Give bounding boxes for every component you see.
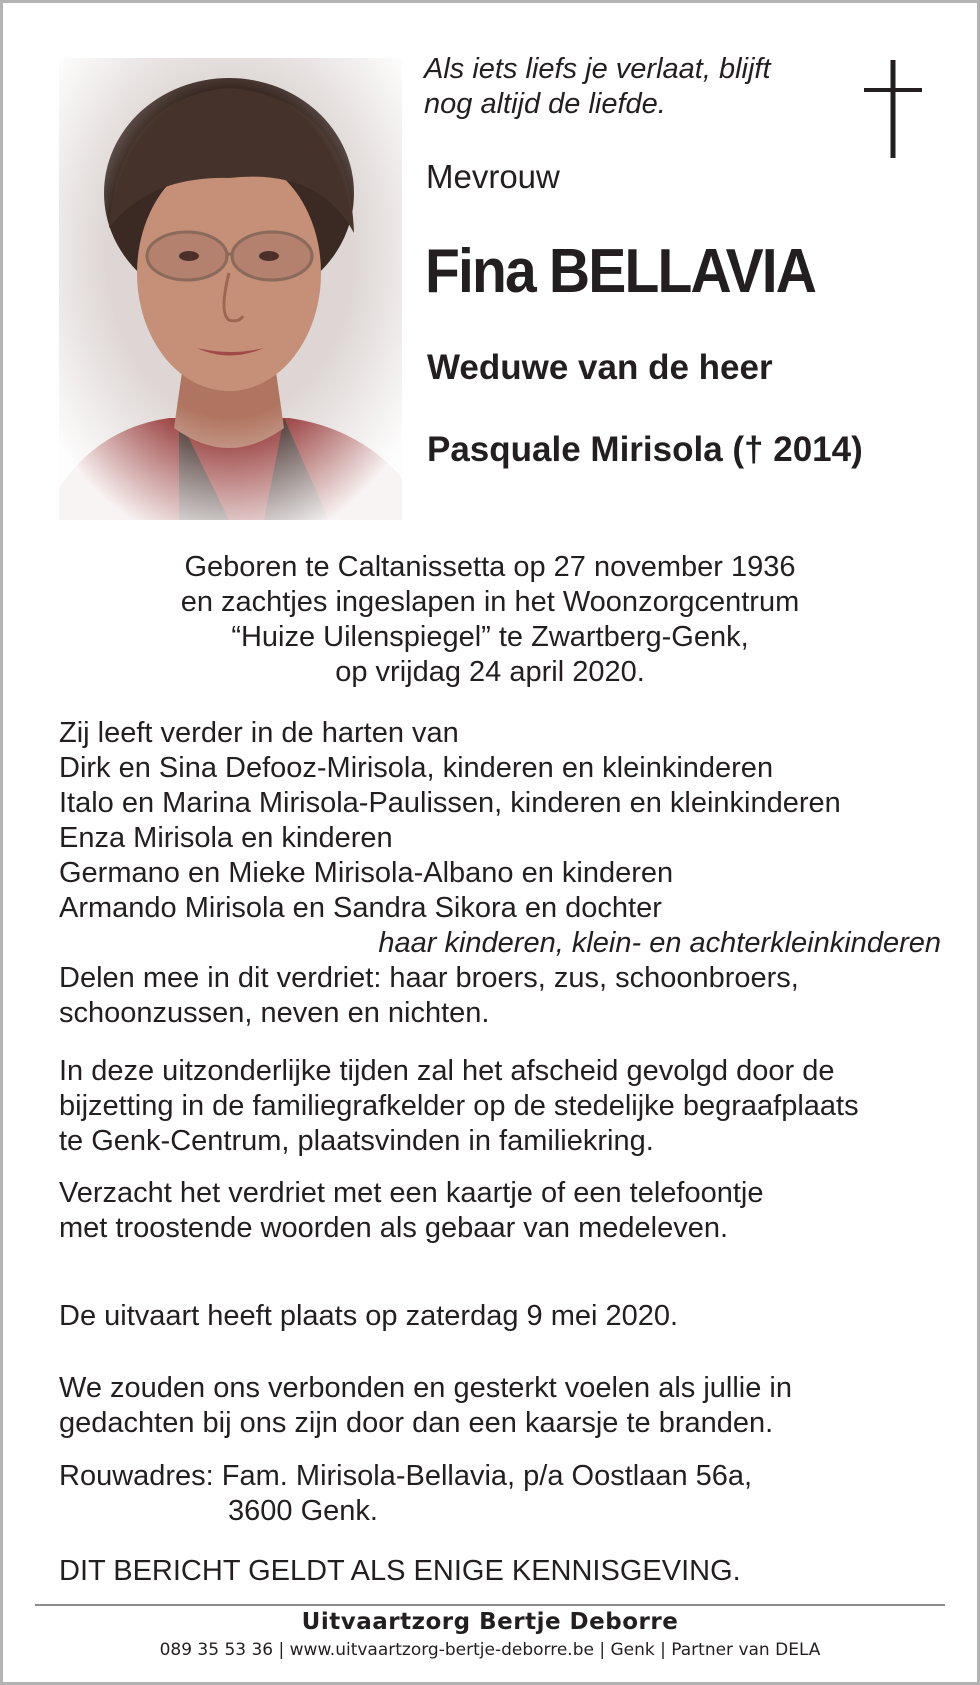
candle-line: gedachten bij ons zijn door dan een kaarsje te branden. [59, 1407, 774, 1439]
footer-divider [35, 1604, 945, 1606]
condolence-paragraph [59, 1176, 929, 1246]
address-line: Rouwadres: Fam. Mirisola-Bellavia, p/a Oostlaan 56a, [59, 1460, 753, 1492]
funeral-date-paragraph [59, 1299, 929, 1334]
birth-death-details [0, 550, 980, 690]
birth-line: Geboren te Caltanissetta op 27 november 1936 [184, 551, 796, 583]
funeral-home-name: Uitvaartzorg Bertje Deborre [301, 1609, 679, 1635]
funeral-home-contact: 089 35 53 36 | www.uitvaartzorg-bertje-deborre.be | Genk | Partner van DELA [159, 1640, 821, 1660]
family-member: Armando Mirisola en Sandra Sikora en dochter [59, 892, 662, 924]
quote-line: nog altijd de liefde. [424, 88, 666, 120]
ceremony-line: In deze uitzonderlijke tijden zal het afscheid gevolgd door de [59, 1055, 835, 1087]
family-list [59, 716, 941, 1031]
shared-grief-line: schoonzussen, neven en nichten. [59, 997, 490, 1029]
official-notice: DIT BERICHT GELDT ALS ENIGE KENNISGEVING. [59, 1555, 741, 1587]
birth-line: “Huize Uilenspiegel” te Zwartberg-Genk, [231, 621, 749, 653]
shared-grief-line: Delen mee in dit verdriet: haar broers, zus, schoonbroers, [59, 962, 799, 994]
mourning-address [59, 1459, 929, 1529]
family-intro: Zij leeft verder in de harten van [59, 717, 459, 749]
widow-line: Weduwe van de heer [427, 348, 773, 387]
family-member: Enza Mirisola en kinderen [59, 822, 393, 854]
condolence-line: met troostende woorden als gebaar van medeleven. [59, 1212, 729, 1244]
memorial-quote [424, 52, 771, 122]
ceremony-paragraph [59, 1054, 929, 1159]
family-member: Dirk en Sina Defooz-Mirisola, kinderen en kleinkinderen [59, 752, 774, 784]
ceremony-line: bijzetting in de familiegrafkelder op de stedelijke begraafplaats [59, 1090, 859, 1122]
condolence-line: Verzacht het verdriet met een kaartje of een telefoontje [59, 1177, 764, 1209]
notice-paragraph [59, 1554, 929, 1589]
candle-paragraph [59, 1371, 929, 1441]
portrait-photo [59, 58, 402, 520]
cross-icon [864, 60, 922, 158]
birth-line: en zachtjes ingeslapen in het Woonzorgcentrum [180, 586, 800, 618]
family-member: Germano en Mieke Mirisola-Albano en kinderen [59, 857, 674, 889]
birth-line: op vrijdag 24 april 2020. [335, 656, 645, 688]
spouse-line: Pasquale Mirisola († 2014) [427, 430, 863, 469]
funeral-date: De uitvaart heeft plaats op zaterdag 9 mei 2020. [59, 1300, 679, 1332]
quote-line: Als iets liefs je verlaat, blijft [424, 53, 771, 85]
candle-line: We zouden ons verbonden en gesterkt voelen als jullie in [59, 1372, 792, 1404]
family-member: Italo en Marina Mirisola-Paulissen, kinderen en kleinkinderen [59, 787, 841, 819]
grandchildren-line: haar kinderen, klein- en achterkleinkinderen [378, 927, 941, 959]
address-line: 3600 Genk. [228, 1495, 378, 1527]
deceased-name: Fina BELLAVIA [425, 237, 816, 306]
ceremony-line: te Genk-Centrum, plaatsvinden in familiekring. [59, 1125, 654, 1157]
salutation: Mevrouw [426, 158, 560, 195]
